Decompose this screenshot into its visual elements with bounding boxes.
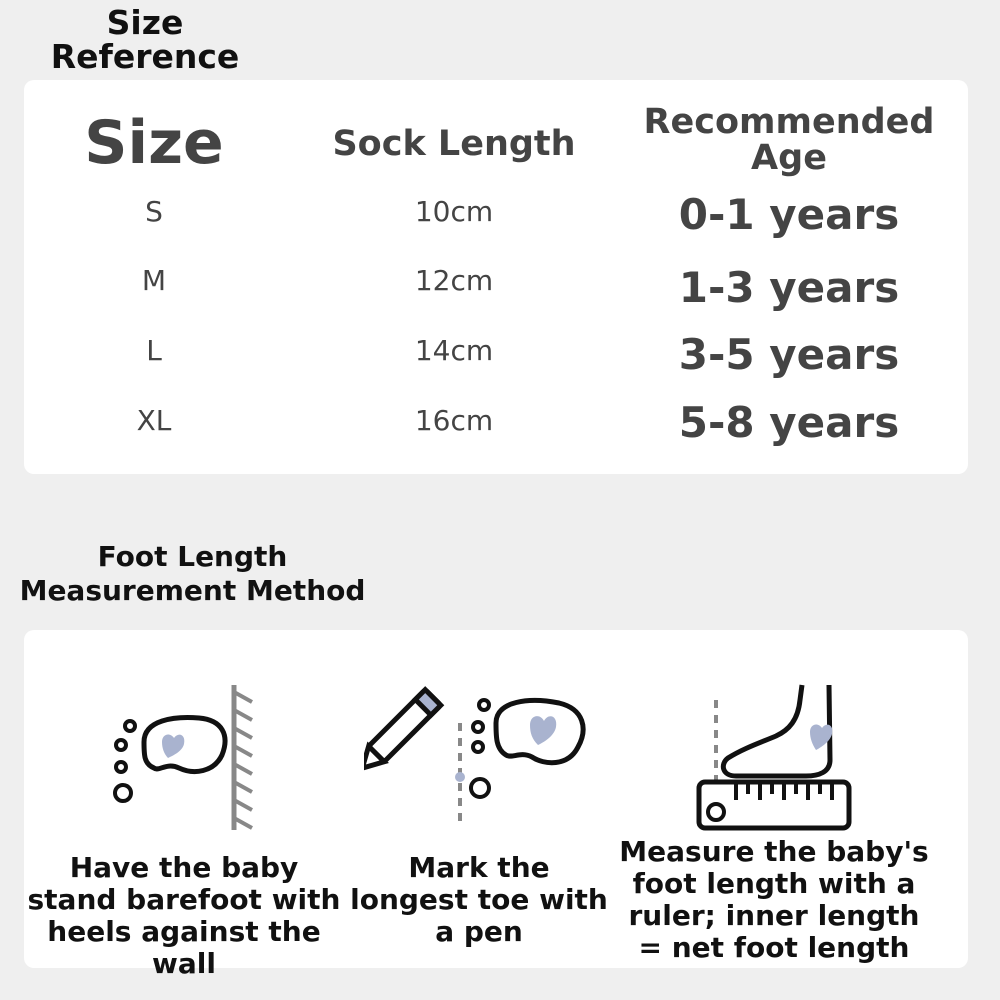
- step-3-text: Measure the baby's foot length with a ruler; inner length = net foot length: [619, 835, 929, 964]
- row-xl-age: 5-8 years: [678, 398, 900, 447]
- step-2-text: Mark the longest toe with a pen: [350, 851, 608, 948]
- size-table-card: [24, 80, 968, 474]
- row-m-length: 12cm: [414, 264, 494, 297]
- row-s-size: S: [145, 195, 163, 228]
- row-l-age: 3-5 years: [678, 330, 900, 379]
- row-m-size: M: [141, 264, 167, 297]
- measurement-method-card: [24, 630, 968, 980]
- foot-on-ruler-icon: [694, 680, 864, 840]
- size-reference-title: Size Reference: [50, 3, 240, 76]
- foot-against-wall-icon: [104, 680, 274, 840]
- header-size: Size: [84, 108, 224, 178]
- row-s-length: 10cm: [414, 195, 494, 228]
- row-l-size: L: [146, 334, 162, 367]
- row-xl-length: 16cm: [414, 404, 494, 437]
- row-l-length: 14cm: [414, 334, 494, 367]
- row-s-age: 0-1 years: [678, 190, 900, 239]
- row-xl-size: XL: [136, 404, 172, 437]
- header-sock-length: Sock Length: [332, 124, 576, 164]
- header-recommended-age: Recommended Age: [643, 102, 935, 178]
- row-m-age: 1-3 years: [678, 263, 900, 312]
- pen-marking-toe-icon: [364, 685, 604, 835]
- measurement-method-title: Foot Length Measurement Method: [19, 540, 366, 607]
- step-1-text: Have the baby stand barefoot with heels against the wall: [27, 851, 341, 980]
